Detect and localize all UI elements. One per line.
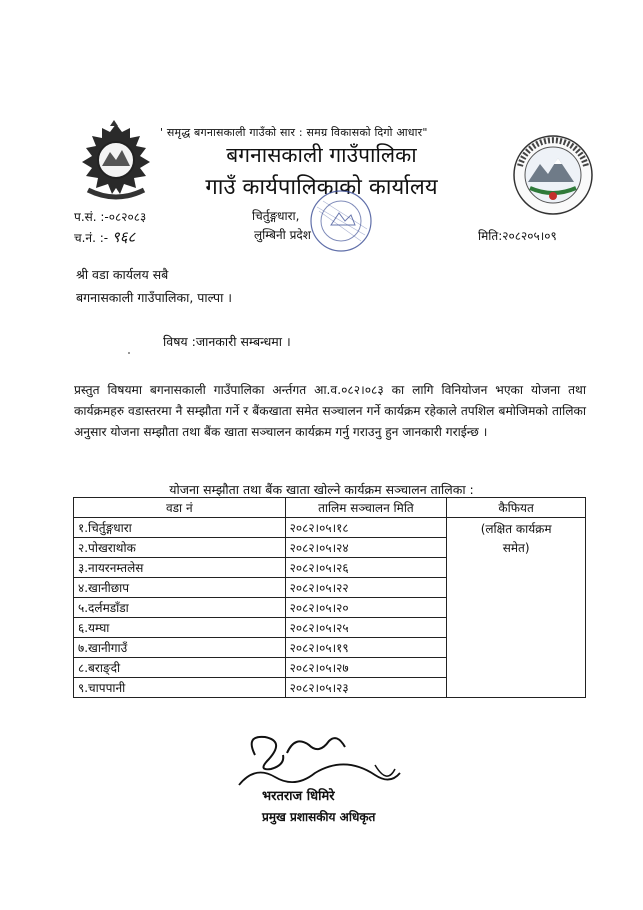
date-cell: २०८२।०५।१९: [285, 638, 447, 658]
ward-cell: ६.यम्घा: [74, 618, 286, 638]
date-cell: २०८२।०५।२४: [285, 538, 447, 558]
address-line-1: चिर्तुङ्गधारा,: [252, 209, 300, 223]
signatory-name: भरतराज धिमिरे: [262, 789, 335, 804]
header-date: तालिम सञ्चालन मिति: [285, 498, 447, 518]
ward-cell: ८.बराङ्दी: [74, 658, 286, 678]
date-cell: २०८२।०५।२२: [285, 578, 447, 598]
date-cell: २०८२।०५।२७: [285, 658, 447, 678]
ward-cell: ३.नायरनम्तलेस: [74, 558, 286, 578]
date-cell: २०८२।०५।२६: [285, 558, 447, 578]
subject-line: विषय :जानकारी सम्बन्धमा ।: [163, 334, 291, 349]
table-row: [74, 518, 586, 538]
remarks-line-1: (लक्षित कार्यक्रम: [480, 522, 552, 536]
ward-cell: ९.चापपानी: [74, 678, 286, 698]
header-remarks: कैफियत: [447, 498, 586, 518]
date-cell: २०८२।०५।१८: [285, 518, 447, 538]
date-cell: २०८२।०५।२३: [285, 678, 447, 698]
remarks-line-2: समेत): [502, 541, 530, 555]
remarks-cell: [447, 518, 586, 698]
office-stamp-icon: [305, 185, 377, 257]
organization-name: बगनासकाली गाउँपालिका: [226, 143, 417, 167]
office-name: गाउँ कार्यपालिकाको कार्यालय: [205, 175, 438, 200]
date-cell: २०८२।०५।२०: [285, 598, 447, 618]
letter-date: मिति:२०८२०५।०९: [478, 229, 557, 243]
dispatch-number-handwritten: ९६८: [111, 228, 136, 246]
address-line-2: लुम्बिनी प्रदेश: [254, 228, 311, 242]
dispatch-number: [74, 227, 135, 247]
body-paragraph: प्रस्तुत विषयमा बगनासकाली गाउँपालिका अर्न्तगत आ.व.०८२।०८३ का लागि विनियोजन भएका योजना तथा कार्यक्रमहरु वडास्तरमा नै सम्झौता गर्ने र बैंकखाता समेत सञ्चालन गर्ने कार्यक्रम रहेकाले तपशिल बमोजिमको तालिका अनुसार योजना सम्झौता तथा बैंक खाता सञ्चालन कार्यक्रम गर्नु गराउनु हुन जानकारी गराईन्छ ।: [74, 383, 586, 439]
ward-cell: ५.दर्लमडाँडा: [74, 598, 286, 618]
reference-number: प.सं. :-०८२०८३: [74, 210, 147, 224]
header-ward: वडा नं: [74, 498, 286, 518]
tagline: ' समृद्ध बगनासकाली गाउँको सार : समग्र विकासको दिगो आधार": [160, 126, 428, 139]
ink-dot: [128, 352, 130, 354]
table-header-row: [74, 498, 586, 518]
schedule-table: [73, 497, 586, 698]
ward-cell: ७.खानीगाउँ: [74, 638, 286, 658]
dispatch-number-label: च.नं. :-: [74, 231, 112, 245]
signatory-title: प्रमुख प्रशासकीय अधिकृत: [262, 810, 376, 824]
ward-cell: ४.खानीछाप: [74, 578, 286, 598]
recipient-line-2: बगनासकाली गाउँपालिका, पाल्पा ।: [76, 290, 233, 305]
ward-cell: २.पोखराथोक: [74, 538, 286, 558]
ward-cell: १.चिर्तुङ्गधारा: [74, 518, 286, 538]
table-title: योजना सम्झौता तथा बैंक खाता खोल्ने कार्यक्रम सञ्चालन तालिका :: [169, 482, 474, 497]
recipient-line-1: श्री वडा कार्यलय सबै: [76, 267, 169, 282]
date-cell: २०८२।०५।२५: [285, 618, 447, 638]
